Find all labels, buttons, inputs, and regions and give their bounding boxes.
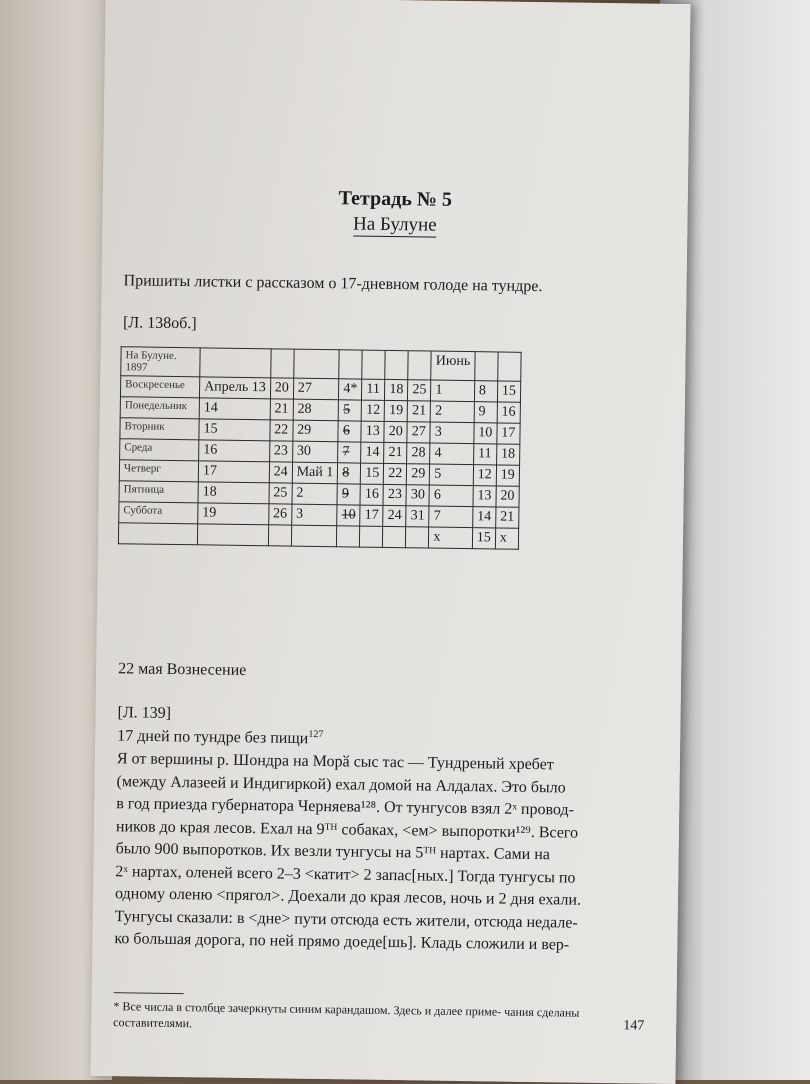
- calendar-cell: 22: [270, 420, 293, 441]
- calendar-cell: 6: [338, 421, 361, 442]
- calendar-cell: 27: [293, 378, 339, 400]
- calendar-cell: 29: [407, 464, 430, 485]
- calendar-cell: 21: [495, 507, 518, 528]
- calendar-corner-label: На Булуне. 1897: [121, 347, 200, 377]
- calendar-cell: 15: [361, 463, 384, 484]
- calendar-cell: 20: [270, 378, 293, 399]
- calendar-cell: Апрель 13: [199, 377, 270, 399]
- calendar-cell: 16: [360, 484, 383, 505]
- body-line: (между Алазеей и Индигиркой) ехал домой на Алдалах. Это было: [116, 772, 566, 796]
- calendar-cell: 15: [199, 419, 270, 441]
- calendar-day-label: Пятница: [119, 481, 198, 503]
- calendar-cell: 11: [362, 379, 385, 400]
- calendar-day-label: Суббота: [119, 502, 198, 524]
- calendar-cell: [498, 352, 521, 381]
- calendar-day-label: Воскресенье: [120, 376, 199, 398]
- calendar-cell: 12: [362, 400, 385, 421]
- calendar-cell: 25: [269, 483, 292, 504]
- calendar-cell: [339, 350, 362, 379]
- calendar-table: [118, 346, 522, 550]
- calendar-cell: 21: [270, 399, 293, 420]
- calendar-cell: 19: [384, 400, 407, 421]
- calendar-cell: 14: [199, 398, 270, 420]
- body-line: ников до края лесов. Ехал на 9ᵀᴴ собаках, <ем> выпоротки¹²⁹. Всего: [115, 817, 579, 842]
- calendar-cell: 24: [383, 505, 406, 526]
- leaf-reference: [Л. 139]: [117, 704, 172, 722]
- leaf-reference: [Л. 138об.]: [122, 314, 197, 333]
- footnote: * Все числа в столбце зачеркнуты синим карандашом. Здесь и далее приме- чания сделаны составителями.: [113, 999, 580, 1031]
- calendar-cell: 9: [474, 402, 497, 423]
- calendar-cell: 3: [291, 504, 337, 526]
- calendar-cell: 31: [406, 506, 429, 527]
- calendar-cell: 25: [408, 380, 431, 401]
- calendar-cell: 6: [429, 485, 473, 507]
- calendar-cell: 19: [198, 503, 269, 525]
- calendar-cell: 14: [472, 507, 495, 528]
- calendar-cell: 4*: [339, 379, 362, 400]
- calendar-cell: 17: [198, 461, 269, 483]
- calendar-cell: x: [495, 528, 518, 549]
- calendar-cell: 16: [497, 402, 520, 423]
- calendar-cell: 17: [360, 505, 383, 526]
- calendar-cell: 10: [337, 505, 360, 526]
- calendar-cell: 17: [497, 423, 520, 444]
- intro-text: Пришиты листки с рассказом о 17-дневном голоде на тундре.: [123, 272, 543, 296]
- calendar-cell: [270, 349, 293, 378]
- body-line: было 900 выпоротков. Их везли тунгусы на 5ᵀᴴ нартах. Сами на: [115, 840, 551, 864]
- calendar-row: [118, 523, 518, 550]
- calendar-cell: 29: [293, 420, 339, 442]
- calendar-cell: [293, 349, 339, 379]
- calendar-cell: 23: [383, 484, 406, 505]
- page-content: [110, 0, 670, 1084]
- calendar-cell: [197, 524, 268, 546]
- footnote-divider: [114, 992, 184, 994]
- body-line: одному оленю <прягол>. Доехали до края лесов, ночь и 2 дня ехали.: [114, 885, 582, 909]
- calendar-cell: 9: [337, 484, 360, 505]
- calendar-cell: 18: [198, 482, 269, 504]
- calendar-cell: 27: [407, 422, 430, 443]
- calendar-cell: 19: [496, 465, 519, 486]
- body-line: 2ˣ нартах, оленей всего 2–3 <катит> 2 запас[ных.] Тогда тунгусы по: [115, 862, 576, 887]
- calendar-cell: 7: [338, 442, 361, 463]
- calendar-cell: 20: [384, 421, 407, 442]
- calendar-day-label: Четверг: [119, 460, 198, 482]
- calendar-cell: 8: [338, 463, 361, 484]
- calendar-cell: [362, 350, 385, 379]
- calendar-cell: 18: [496, 444, 519, 465]
- calendar-cell: 21: [384, 442, 407, 463]
- calendar-cell: 21: [407, 401, 430, 422]
- calendar-cell: [337, 526, 360, 547]
- story-title: [117, 726, 323, 748]
- calendar-day-label: Вторник: [120, 418, 199, 440]
- calendar-month-label: Июнь: [431, 351, 475, 381]
- calendar-cell: Май 1: [292, 462, 338, 484]
- calendar-day-label: [118, 523, 197, 545]
- calendar-cell: 11: [473, 444, 496, 465]
- calendar-cell: 30: [406, 485, 429, 506]
- page-subtitle-text: На Булуне: [352, 213, 437, 236]
- calendar-cell: 30: [292, 441, 338, 463]
- calendar-cell: 22: [384, 463, 407, 484]
- calendar-cell: [385, 350, 408, 379]
- footnote-marker: 127: [308, 728, 324, 741]
- calendar-cell: [291, 525, 337, 547]
- calendar-cell: 14: [361, 442, 384, 463]
- calendar-cell: 8: [474, 381, 497, 402]
- calendar-cell: [383, 526, 406, 547]
- calendar-cell: 13: [361, 421, 384, 442]
- calendar-day-label: Понедельник: [120, 397, 199, 419]
- calendar-cell: 5: [430, 464, 474, 486]
- page-title: Тетрадь № 5: [338, 187, 453, 211]
- body-line: Тунгусы сказали: в <дне> пути отсюда есть жители, отсюда недале-: [114, 907, 578, 932]
- calendar-cell: 3: [430, 422, 474, 444]
- calendar-cell: 20: [496, 486, 519, 507]
- calendar-cell: 15: [472, 528, 495, 549]
- book-page: [90, 0, 690, 1084]
- page-subtitle: [122, 210, 667, 240]
- story-title-text: 17 дней по тундре без пищи: [117, 727, 309, 748]
- calendar-cell: [408, 351, 431, 380]
- calendar-cell: 23: [269, 441, 292, 462]
- calendar-cell: 10: [474, 423, 497, 444]
- calendar-cell: 4: [430, 443, 474, 465]
- body-text: [114, 748, 647, 958]
- calendar-cell: [360, 526, 383, 547]
- calendar-cell: 28: [407, 443, 430, 464]
- page-number: 147: [623, 1018, 645, 1034]
- calendar-cell: 18: [385, 379, 408, 400]
- body-line: ко большая дорога, по ней прямо доеде[шь]. Кладь сложили и вер-: [114, 930, 570, 954]
- body-line: в год приезда губернатора Черняева¹²⁸. От тунгусов взял 2ˣ провод-: [116, 795, 575, 819]
- calendar-cell: 12: [473, 465, 496, 486]
- calendar-cell: [475, 352, 498, 381]
- calendar-cell: [268, 525, 291, 546]
- calendar-cell: 28: [293, 399, 339, 421]
- calendar-cell: 13: [473, 486, 496, 507]
- body-line: Я от вершины р. Шондра на Морӑ сыс тас — Тундреный хребет: [116, 750, 554, 774]
- calendar-cell: 2: [292, 483, 338, 505]
- calendar-cell: 26: [268, 504, 291, 525]
- ascension-note: 22 мая Вознесение: [118, 660, 247, 679]
- calendar-cell: [200, 348, 271, 378]
- calendar-cell: [406, 527, 429, 548]
- calendar-cell: 15: [497, 381, 520, 402]
- calendar-cell: 2: [430, 401, 474, 423]
- calendar-cell: x: [429, 527, 473, 549]
- calendar-cell: 5: [339, 400, 362, 421]
- calendar-cell: 1: [431, 380, 475, 402]
- calendar-cell: 24: [269, 462, 292, 483]
- calendar-cell: 16: [199, 440, 270, 462]
- calendar-cell: 7: [429, 506, 473, 528]
- calendar-day-label: Среда: [120, 439, 199, 461]
